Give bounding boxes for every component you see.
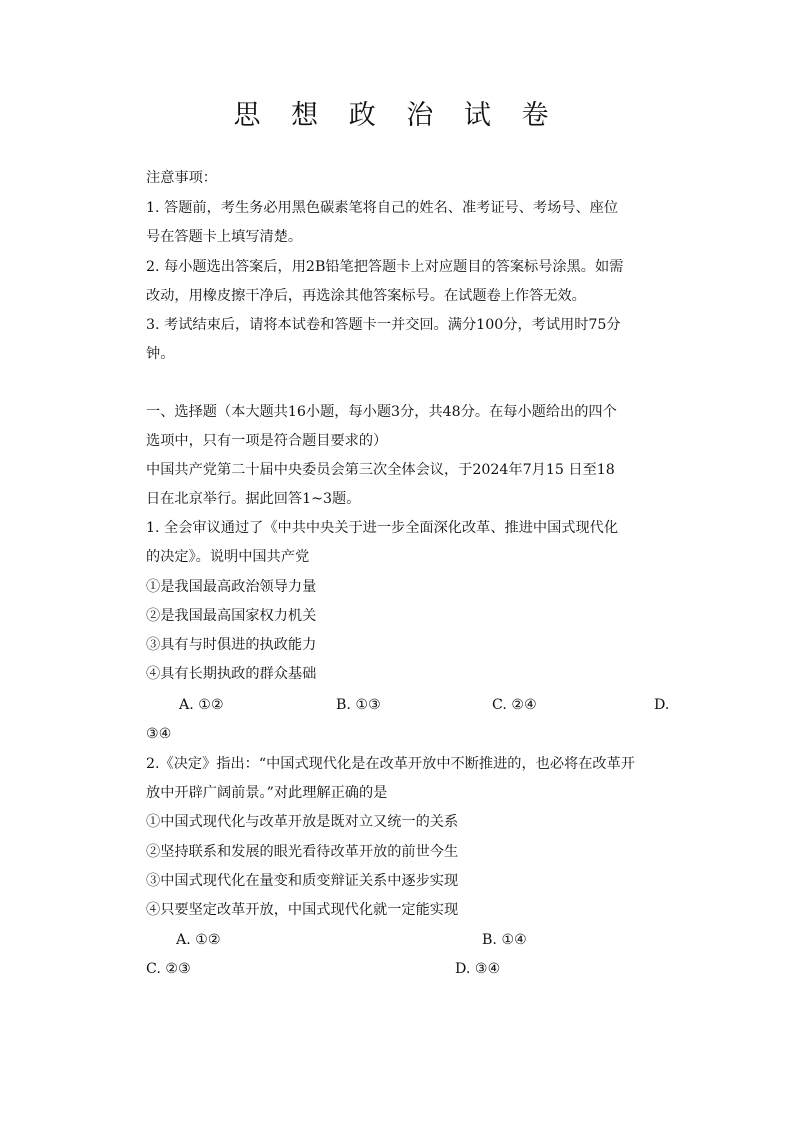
q2-option-a: A. ①②: [176, 932, 221, 948]
q1-option-c: C. ②④: [492, 697, 537, 713]
q1-option-a: A. ①②: [179, 697, 224, 713]
q2-statement-2: ②坚持联系和发展的眼光看待改革开放的前世今生: [146, 844, 459, 860]
q1-option-d-value: ③④: [146, 726, 172, 742]
q2-option-d: D. ③④: [455, 961, 501, 977]
q1-option-d-label: D.: [654, 697, 670, 713]
q1-statement-1: ①是我国最高政治领导力量: [146, 579, 317, 595]
q1-stem-line-2: 的决定》。说明中国共产党: [146, 549, 310, 565]
q2-statement-4: ④只要坚定改革开放，中国式现代化就一定能实现: [146, 902, 459, 918]
note-item-2-line-1: 2. 每小题选出答案后，用2B铅笔把答题卡上对应题目的答案标号涂黑。如需: [146, 259, 624, 275]
q2-statement-3: ③中国式现代化在量变和质变辩证关系中逐步实现: [146, 873, 459, 889]
note-item-3-line-2: 钟。: [146, 346, 175, 362]
q1-statement-3: ③具有与时俱进的执政能力: [146, 637, 317, 653]
q1-statement-2: ②是我国最高国家权力机关: [146, 608, 317, 624]
page-title: 思 想 政 治 试 卷: [233, 100, 560, 131]
note-item-3-line-1: 3. 考试结束后，请将本试卷和答题卡一并交回。满分100分，考试用时75分: [146, 317, 621, 333]
q2-option-c: C. ②③: [146, 961, 191, 977]
q2-statement-1: ①中国式现代化与改革开放是既对立又统一的关系: [146, 814, 459, 830]
q1-stem-line-1: 1. 全会审议通过了《中共中央关于进一步全面深化改革、推进中国式现代化: [146, 520, 619, 536]
section-heading-line-1: 一、选择题（本大题共16小题，每小题3分，共48分。在每小题给出的四个: [146, 404, 617, 420]
q1-statement-4: ④具有长期执政的群众基础: [146, 666, 317, 682]
section-heading-line-2: 选项中，只有一项是符合题目要求的）: [146, 433, 388, 449]
q1-option-b: B. ①③: [336, 697, 381, 713]
note-item-1-line-2: 号在答题卡上填写清楚。: [146, 229, 303, 245]
material-line-1: 中国共产党第二十届中央委员会第三次全体会议，于2024年7月15 日至18: [146, 462, 615, 478]
q2-stem-line-1: 2.《决定》指出：“中国式现代化是在改革开放中不断推进的，也必将在改革开: [146, 756, 635, 772]
notes-heading: 注意事项：: [146, 170, 217, 186]
material-line-2: 日在北京举行。据此回答1~3题。: [146, 491, 361, 507]
q2-stem-line-2: 放中开辟广阔前景。”对此理解正确的是: [146, 785, 388, 801]
note-item-2-line-2: 改动，用橡皮擦干净后，再选涂其他答案标号。在试题卷上作答无效。: [146, 288, 586, 304]
q2-option-b: B. ①④: [482, 932, 527, 948]
note-item-1-line-1: 1. 答题前，考生务必用黑色碳素笔将自己的姓名、准考证号、考场号、座位: [146, 200, 619, 216]
